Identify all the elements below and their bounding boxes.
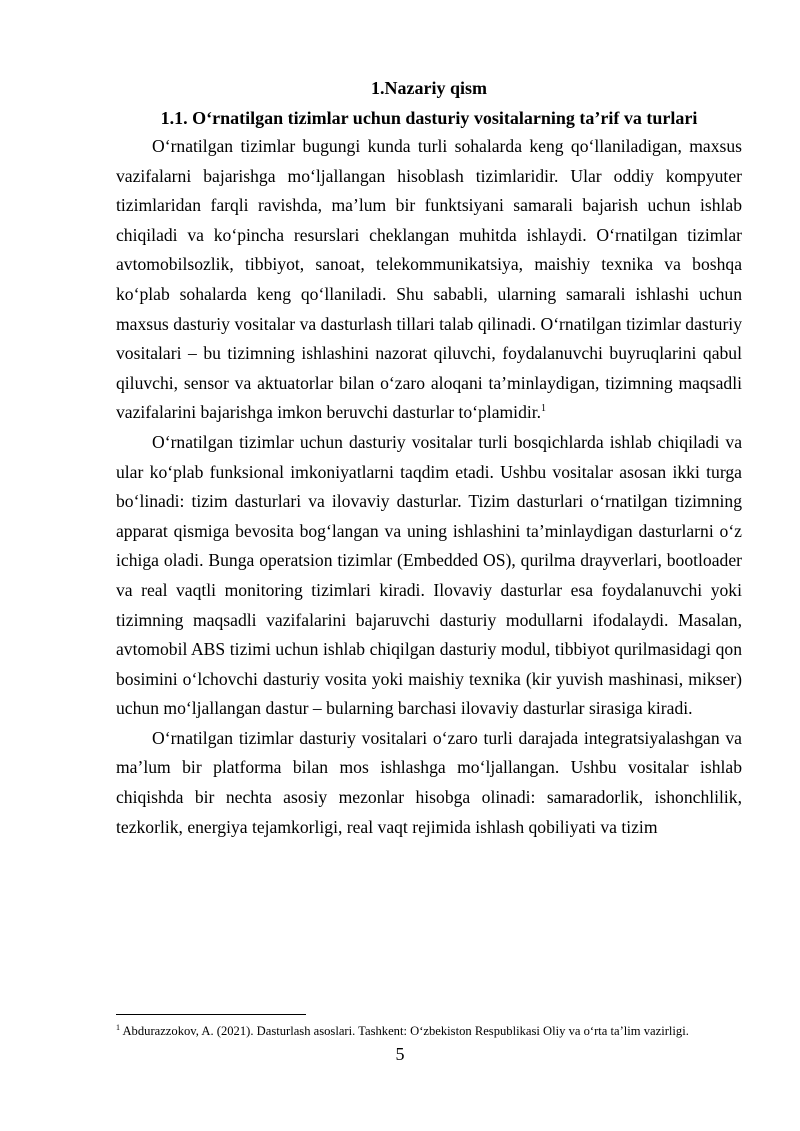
footnote-separator <box>116 1014 306 1015</box>
footnote-text: Abdurazzokov, A. (2021). Dasturlash asoslari. Tashkent: O‘zbekiston Respublikasi Oliy va o‘rta ta’lim vazirligi. <box>120 1024 689 1038</box>
paragraph-2-text: O‘rnatilgan tizimlar uchun dasturiy vositalar turli bosqichlarda ishlab chiqiladi va ular ko‘plab funksional imkoniyatlarni taqdim etadi. Ushbu vositalar asosan ikki turga bo‘linadi: tizim dasturlari va ilovaviy dasturlar. Tizim dasturlari o‘rnatilgan tizimning apparat qismiga bevosita bog‘langan va uning ishlashini ta’minlaydigan dasturlarni o‘z ichiga oladi. Bunga operatsion tizimlar (Embedded OS), qurilma drayverlari, bootloader va real vaqtli monitoring tizimlari kiradi. Ilovaviy dasturlar esa foydalanuvchi yoki tizimning maqsadli vazifalarini bajaruvchi dasturiy modullarni ifodalaydi. Masalan, avtomobil ABS tizimi uchun ishlab chiqilgan dasturiy modul, tibbiyot qurilmasidagi qon bosimini o‘lchovchi dasturiy vosita yoki maishiy texnika (kir yuvish mashinasi, mikser) uchun mo‘ljallangan dastur – bularning barchasi ilovaviy dasturlar sirasiga kiradi. <box>116 431 742 719</box>
paragraph-3 <box>116 724 742 842</box>
paragraph-3-text: O‘rnatilgan tizimlar dasturiy vositalari o‘zaro turli darajada integratsiyalashgan va ma’lum bir platforma bilan mos ishlashga mo‘ljallangan. Ushbu vositalar ishlab chiqishda bir nechta asosiy mezonlar hisobga olinadi: samaradorlik, ishonchlilik, tezkorlik, energiya tejamkorligi, real vaqt rejimida ishlash qobiliyati va tizim <box>116 727 742 837</box>
subsection-title: 1.1. O‘rnatilgan tizimlar uchun dasturiy vositalarning ta’rif va turlari <box>160 108 698 128</box>
footnote-reference[interactable]: 1 <box>541 403 547 415</box>
paragraph-1 <box>116 132 742 428</box>
paragraph-2 <box>116 428 742 724</box>
footnote <box>116 1023 742 1039</box>
section-title: 1.Nazariy qism <box>371 78 487 98</box>
page-number: 5 <box>395 1044 405 1064</box>
footnote-marker: 1 <box>116 1022 120 1032</box>
page-body <box>116 74 742 842</box>
paragraph-1-text: O‘rnatilgan tizimlar bugungi kunda turli sohalarda keng qo‘llaniladigan, maxsus vazifalarni bajarishga mo‘ljallangan hisoblash tizimlaridir. Ular oddiy kompyuter tizimlaridan farqli ravishda, ma’lum bir funktsiyani samarali bajarish uchun ishlab chiqiladi va ko‘pincha resurslari cheklangan muhitda ishlaydi. O‘rnatilgan tizimlar avtomobilsozlik, tibbiyot, sanoat, telekommunikatsiya, maishiy texnika va boshqa ko‘plab sohalarda keng qo‘llaniladi. Shu sababli, ularning samarali ishlashi uchun maxsus dasturiy vositalar va dasturlash tillari talab qilinadi. O‘rnatilgan tizimlar dasturiy vositalari – bu tizimning ishlashini nazorat qiluvchi, foydalanuvchi buyruqlarini qabul qiluvchi, sensor va aktuatorlar bilan o‘zaro aloqani ta’minlaydigan, tizimning maqsadli vazifalarini bajarishga imkon beruvchi dasturlar to‘plamidir. <box>116 136 742 423</box>
